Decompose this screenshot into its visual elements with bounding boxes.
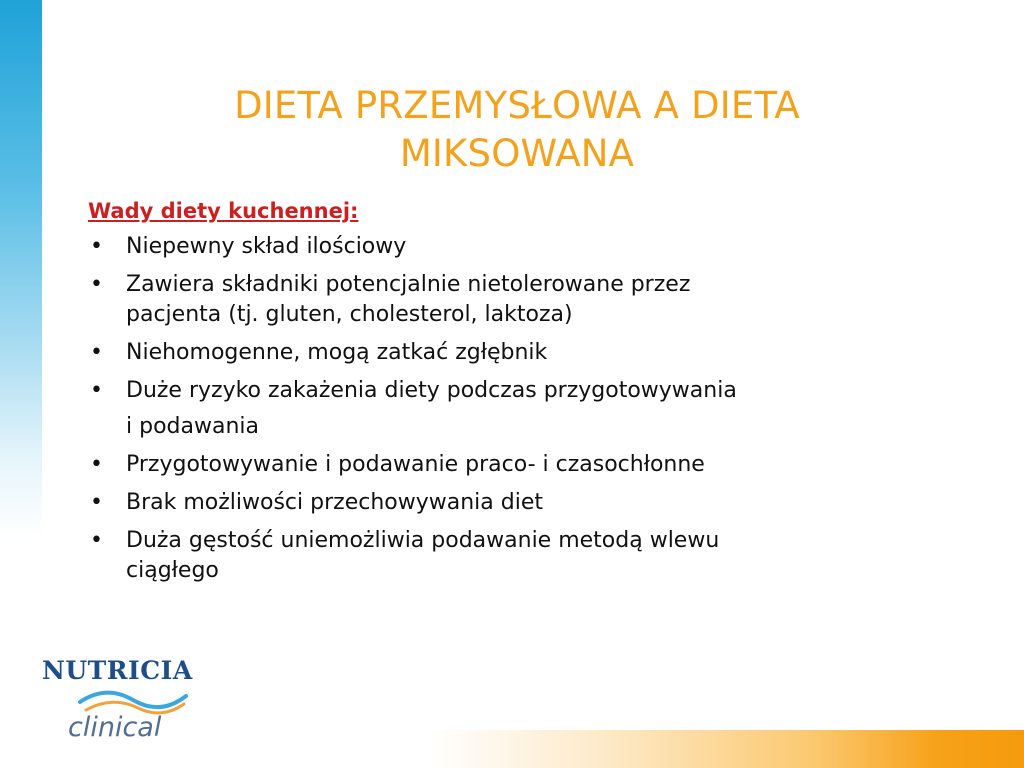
list-item-text: Niehomogenne, mogą zatkać zgłębnik xyxy=(126,340,548,365)
left-decorative-band xyxy=(0,0,42,768)
list-item xyxy=(88,488,928,518)
list-item xyxy=(88,338,928,368)
list-item-text: Duża gęstość uniemożliwia podawanie metodą wlewu xyxy=(126,528,720,553)
bullet-icon: • xyxy=(90,272,103,297)
logo-brand-text: NUTRICIA xyxy=(42,656,193,685)
list-item xyxy=(88,270,928,330)
bullet-icon: • xyxy=(90,528,103,553)
list-item xyxy=(88,526,928,586)
bullet-icon: • xyxy=(90,234,103,259)
bullet-icon: • xyxy=(90,378,103,403)
slide-title xyxy=(100,82,934,178)
list-item-text: Duże ryzyko zakażenia diety podczas przygotowywania xyxy=(126,378,737,403)
bullet-list xyxy=(88,232,928,594)
bottom-decorative-band xyxy=(430,730,1024,768)
list-item-text-continued: pacjenta (tj. gluten, cholesterol, laktoza) xyxy=(126,302,573,327)
bullet-icon: • xyxy=(90,452,103,477)
list-item-text: Niepewny skład ilościowy xyxy=(126,234,407,259)
bullet-icon: • xyxy=(90,340,103,365)
list-item-text: Zawiera składniki potencjalnie nietolerowane przez xyxy=(126,272,691,297)
list-item xyxy=(88,376,928,406)
list-item-text-continued: ciągłego xyxy=(126,558,219,583)
title-line-1: DIETA PRZEMYSŁOWA A DIETA xyxy=(234,84,800,127)
bullet-icon: • xyxy=(90,490,103,515)
list-item-continuation xyxy=(88,412,928,442)
list-item-text: i podawania xyxy=(126,414,259,439)
nutricia-clinical-logo xyxy=(40,652,210,752)
list-item xyxy=(88,232,928,262)
list-item-text: Przygotowywanie i podawanie praco- i czasochłonne xyxy=(126,452,705,477)
title-line-2: MIKSOWANA xyxy=(399,132,635,175)
list-item-text: Brak możliwości przechowywania diet xyxy=(126,490,543,515)
list-item xyxy=(88,450,928,480)
section-heading: Wady diety kuchennej: xyxy=(88,199,359,223)
logo-product-text: clinical xyxy=(68,712,162,743)
